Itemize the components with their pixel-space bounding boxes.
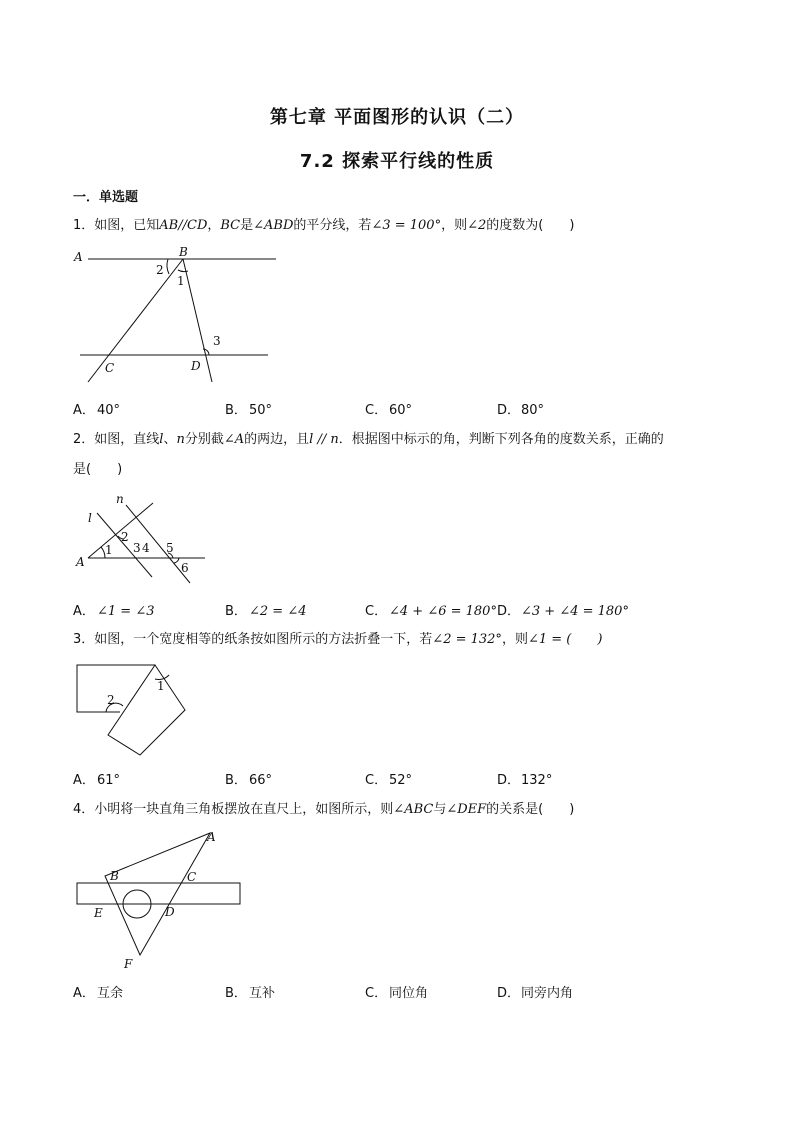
- label-1: 1: [105, 543, 113, 557]
- label-B: B: [110, 869, 119, 883]
- option-d[interactable]: D．∠3 + ∠4 = 180°: [497, 604, 629, 619]
- option-b[interactable]: B． 互补: [225, 986, 276, 1001]
- label-C: C: [105, 361, 115, 375]
- question-3-text: 3．如图，一个宽度相等的纸条按如图所示的方法折叠一下，若∠2 = 132°，则∠1 = ( ): [73, 632, 603, 647]
- label-2: 2: [121, 530, 129, 544]
- option-a[interactable]: A． ∠1 = ∠3: [73, 604, 155, 619]
- question-number: 4．: [73, 802, 95, 817]
- question-number: 3．: [73, 632, 95, 647]
- label-2: 2: [107, 693, 115, 707]
- label-5: 5: [166, 541, 174, 555]
- option-a[interactable]: A． 40°: [73, 403, 121, 418]
- label-A: A: [207, 830, 216, 844]
- option-d[interactable]: D．132°: [497, 773, 553, 788]
- label-3: 3: [133, 541, 141, 555]
- question-4-options: [73, 982, 733, 1002]
- question-4-text: 4．小明将一块直角三角板摆放在直尺上，如图所示，则∠ABC与∠DEF的关系是( ): [73, 802, 575, 817]
- option-b[interactable]: B． 50°: [225, 403, 273, 418]
- option-a[interactable]: A． 61°: [73, 773, 121, 788]
- label-C: C: [187, 870, 197, 884]
- section-heading: 一．单选题: [73, 190, 139, 205]
- triangle-board: [105, 833, 210, 955]
- option-d[interactable]: D．80°: [497, 403, 545, 418]
- label-1: 1: [157, 679, 165, 693]
- option-b[interactable]: B． ∠2 = ∠4: [225, 604, 307, 619]
- label-3: 3: [213, 334, 221, 348]
- section-title: 7.2 探索平行线的性质: [299, 151, 495, 172]
- option-c[interactable]: C． 同位角: [365, 986, 429, 1001]
- question-2-text: 2．如图，直线l、n分别截∠A的两边，且l // n．根据图中标示的角，判断下列各角的度数关系，正确的 是( ): [73, 432, 664, 477]
- question-number: 1．: [73, 218, 95, 233]
- label-A: A: [76, 555, 85, 569]
- label-1: 1: [177, 274, 185, 288]
- option-c[interactable]: C． 60°: [365, 403, 413, 418]
- ruler: [77, 883, 240, 904]
- label-D: D: [165, 905, 175, 919]
- label-l: l: [88, 511, 92, 525]
- chapter-title: 第七章 平面图形的认识（二）: [269, 107, 525, 128]
- label-n: n: [116, 492, 124, 506]
- option-a[interactable]: A． 互余: [73, 986, 124, 1001]
- option-d[interactable]: D．同旁内角: [497, 986, 574, 1001]
- option-c[interactable]: C． 52°: [365, 773, 413, 788]
- option-b[interactable]: B． 66°: [225, 773, 273, 788]
- question-1-text: 1．如图，已知AB//CD，BC是∠ABD的平分线，若∠3 = 100°，则∠2的度数为( ): [73, 218, 575, 233]
- label-A: A: [74, 250, 83, 264]
- label-E: E: [94, 906, 103, 920]
- label-D: D: [191, 359, 201, 373]
- label-F: F: [124, 957, 133, 971]
- label-4: 4: [142, 541, 150, 555]
- option-c[interactable]: C． ∠4 + ∠6 = 180°: [365, 604, 497, 619]
- label-2: 2: [156, 263, 164, 277]
- label-6: 6: [181, 561, 189, 575]
- label-B: B: [179, 245, 188, 259]
- question-number: 2．: [73, 432, 95, 447]
